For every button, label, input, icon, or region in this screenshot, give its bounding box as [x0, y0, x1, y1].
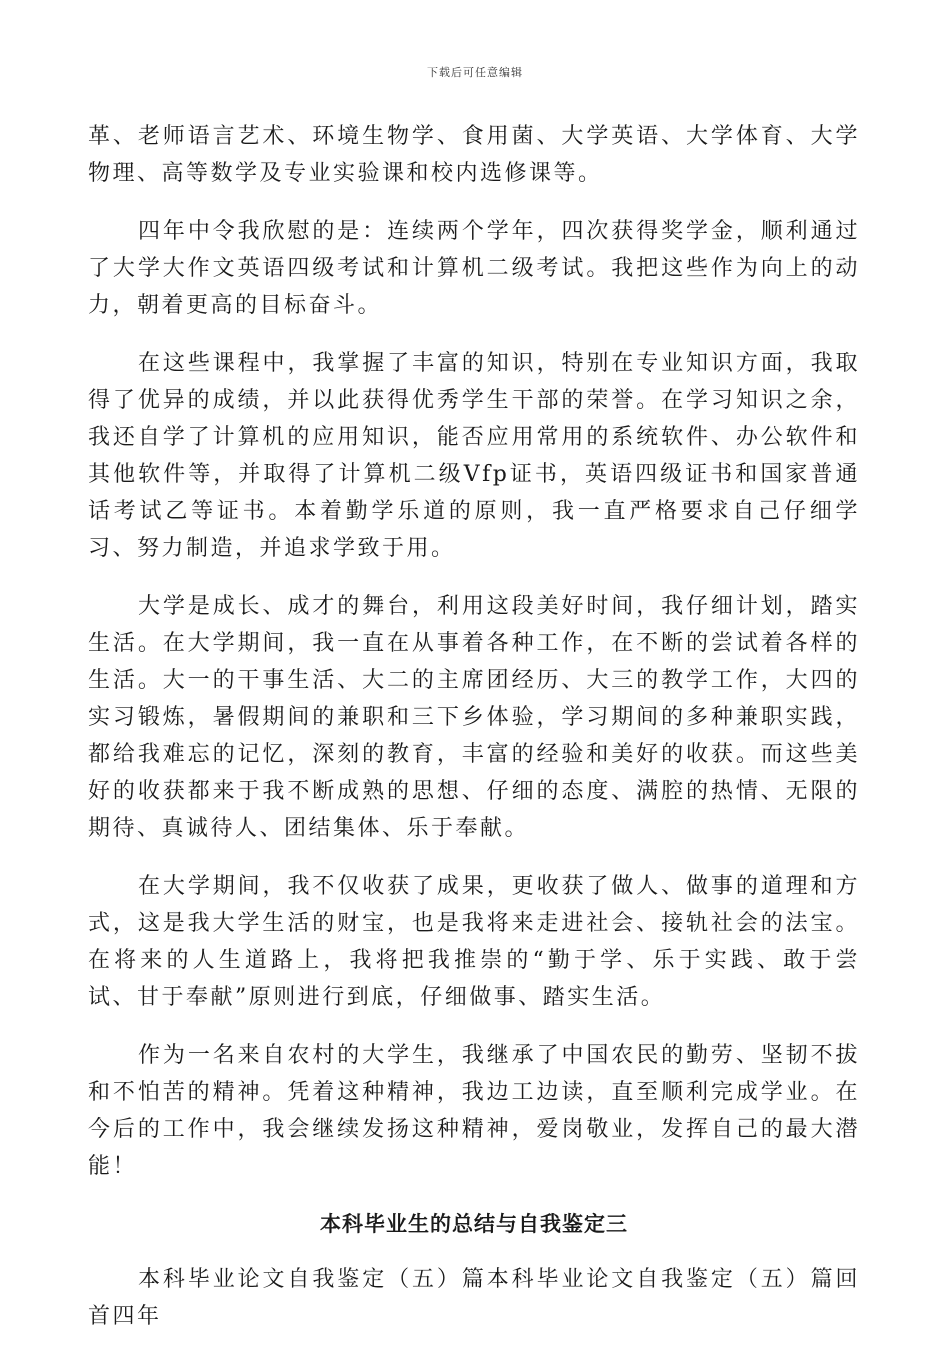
paragraph-campus-life: 大学是成长、成才的舞台，利用这段美好时间，我仔细计划，踏实生活。在大学期间，我一直在从事着各种工作，在不断的尝试着各样的生活。大一的干事生活、大二的主席团经历、大三的教学工作，大四的实习锻炼，暑假期间的兼职和三下乡体验，学习期间的多种兼职实践，都给我难忘的记忆，深刻的教育，丰富的经验和美好的收获。而这些美好的收获都来于我不断成熟的思想、仔细的态度、满腔的热情、无限的期待、真诚待人、团结集体、乐于奉献。 — [88, 594, 860, 841]
paragraph-achievements: 四年中令我欣慰的是：连续两个学年，四次获得奖学金，顺利通过了大学大作文英语四级考试和计算机二级考试。我把这些作为向上的动力，朝着更高的目标奋斗。 — [88, 219, 860, 318]
document-body — [88, 118, 860, 1356]
paragraph-life-lessons: 在大学期间，我不仅收获了成果，更收获了做人、做事的道理和方式，这是我大学生活的财宝，也是我将来走进社会、接轨社会的法宝。在将来的人生道路上，我将把我推崇的“勤于学、乐于实践、敢于尝试、甘于奉献”原则进行到底，仔细做事、踏实生活。 — [88, 874, 860, 1010]
paragraph-rural-spirit: 作为一名来自农村的大学生，我继承了中国农民的勤劳、坚韧不拔和不怕苦的精神。凭着这种精神，我边工边读，直至顺利完成学业。在今后的工作中，我会继续发扬这种精神，爱岗敬业，发挥自己的最大潜能！ — [88, 1043, 860, 1179]
page-header-note: 下载后可任意编辑 — [427, 66, 523, 79]
paragraph-closing: 本科毕业论文自我鉴定（五）篇本科毕业论文自我鉴定（五）篇回首四年 — [88, 1267, 860, 1329]
section-title: 本科毕业生的总结与自我鉴定三 — [320, 1212, 628, 1236]
paragraph-knowledge: 在这些课程中，我掌握了丰富的知识，特别在专业知识方面，我取得了优异的成绩，并以此获得优秀学生干部的荣誉。在学习知识之余，我还自学了计算机的应用知识，能否应用常用的系统软件、办公软件和其他软件等，并取得了计算机二级Vfp证书，英语四级证书和国家普通话考试乙等证书。本着勤学乐道的原则，我一直严格要求自己仔细学习、努力制造，并追求学致于用。 — [88, 351, 860, 561]
paragraph-course-list: 革、老师语言艺术、环境生物学、食用菌、大学英语、大学体育、大学物理、高等数学及专业实验课和校内选修课等。 — [88, 124, 860, 186]
